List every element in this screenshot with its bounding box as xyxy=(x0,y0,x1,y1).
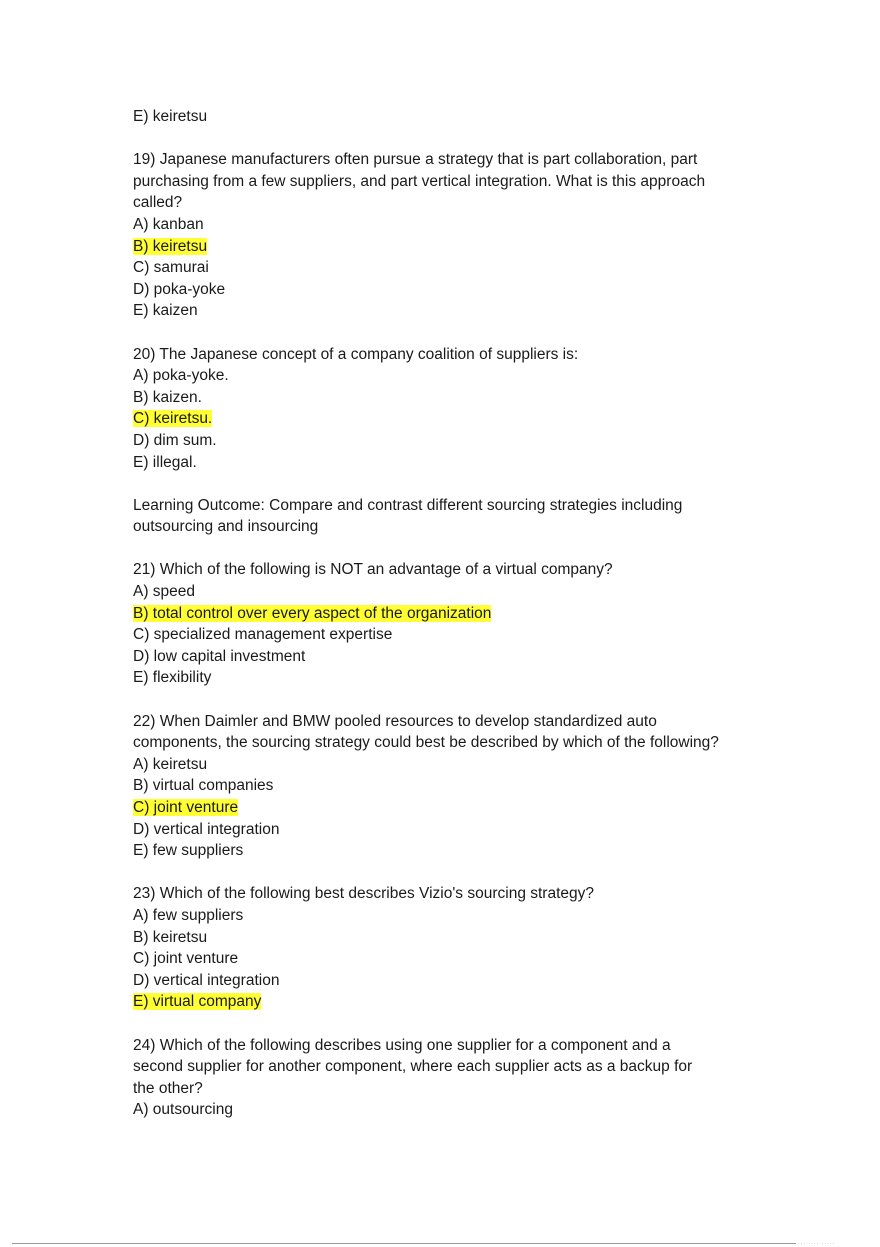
spacer xyxy=(133,689,773,711)
footer-rule xyxy=(12,1243,796,1244)
answer-option: B) keiretsu xyxy=(133,928,208,946)
answer-option: A) outsourcing xyxy=(133,1101,233,1119)
answer-option: E) kaizen xyxy=(133,302,198,320)
answer-option-correct xyxy=(133,991,773,1013)
answer-option: C) samurai xyxy=(133,259,209,277)
answer-option: B) kaizen. xyxy=(133,388,202,406)
footer-mark: ... .... ..... xyxy=(798,1240,836,1246)
question-text: second supplier for another component, where each supplier acts as a backup for xyxy=(133,1058,693,1076)
question-text: 23) Which of the following best describes Vizio's sourcing strategy? xyxy=(133,885,595,903)
spacer xyxy=(133,1013,773,1035)
spacer xyxy=(133,128,773,150)
question-text: components, the sourcing strategy could best be described by which of the following? xyxy=(133,734,719,752)
answer-option: A) poka-yoke. xyxy=(133,367,229,385)
answer-option-correct xyxy=(133,797,773,819)
answer-option: E) flexibility xyxy=(133,669,212,687)
answer-option: C) specialized management expertise xyxy=(133,626,393,644)
answer-option: A) speed xyxy=(133,583,196,601)
question-text: 19) Japanese manufacturers often pursue a strategy that is part collaboration, part xyxy=(133,151,698,169)
answer-option: B) virtual companies xyxy=(133,777,274,795)
highlight: B) keiretsu xyxy=(133,237,208,255)
question-text: 22) When Daimler and BMW pooled resources to develop standardized auto xyxy=(133,712,657,730)
learning-outcome: outsourcing and insourcing xyxy=(133,518,319,536)
answer-option: A) kanban xyxy=(133,215,204,233)
spacer xyxy=(133,862,773,884)
document-page xyxy=(133,106,773,1121)
answer-option: C) joint venture xyxy=(133,950,239,968)
answer-option: D) low capital investment xyxy=(133,647,306,665)
spacer xyxy=(133,322,773,344)
highlight: B) total control over every aspect of the organization xyxy=(133,604,492,622)
question-text: 21) Which of the following is NOT an advantage of a virtual company? xyxy=(133,561,613,579)
question-text: the other? xyxy=(133,1079,203,1097)
answer-option: A) keiretsu xyxy=(133,755,208,773)
highlight: C) keiretsu. xyxy=(133,410,213,428)
answer-option: E) keiretsu xyxy=(133,108,208,125)
answer-option: D) vertical integration xyxy=(133,820,280,838)
highlight: E) virtual company xyxy=(133,993,262,1011)
answer-option-correct xyxy=(133,236,773,258)
answer-option: D) poka-yoke xyxy=(133,280,226,298)
question-text: purchasing from a few suppliers, and part vertical integration. What is this approach xyxy=(133,172,706,190)
answer-option: D) dim sum. xyxy=(133,431,217,449)
answer-option: A) few suppliers xyxy=(133,906,244,924)
question-text: called? xyxy=(133,194,183,212)
answer-option-correct xyxy=(133,603,773,625)
learning-outcome: Learning Outcome: Compare and contrast different sourcing strategies including xyxy=(133,496,683,514)
spacer xyxy=(133,538,773,560)
highlight: C) joint venture xyxy=(133,799,239,816)
answer-option: D) vertical integration xyxy=(133,971,280,989)
spacer xyxy=(133,473,773,495)
question-text: 20) The Japanese concept of a company coalition of suppliers is: xyxy=(133,345,579,363)
answer-option: E) illegal. xyxy=(133,453,197,471)
answer-option-correct xyxy=(133,408,773,430)
answer-option: E) few suppliers xyxy=(133,842,244,860)
question-text: 24) Which of the following describes using one supplier for a component and a xyxy=(133,1036,671,1054)
